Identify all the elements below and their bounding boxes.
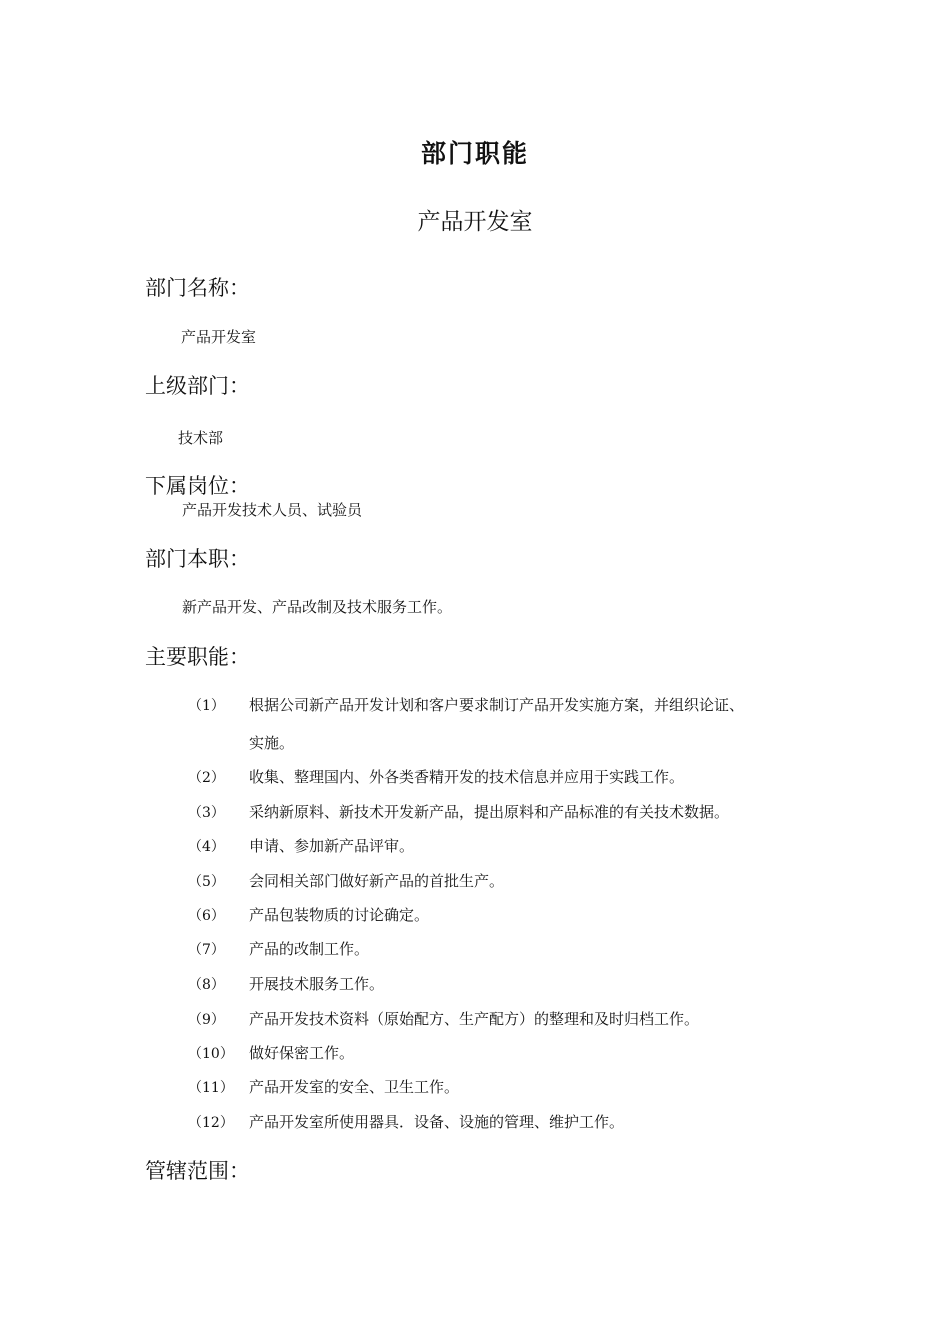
item-text: 根据公司新产品开发计划和客户要求制订产品开发实施方案，并组织论证、 [249, 696, 745, 714]
item-number: （5） [188, 874, 225, 890]
item-text: 产品开发室所使用器具．设备、设施的管理、维护工作。 [249, 1113, 625, 1131]
item-text: 开展技术服务工作。 [249, 975, 385, 993]
section-heading-subordinates: 下属岗位： [145, 474, 250, 498]
section-heading-functions: 主要职能： [145, 645, 250, 669]
item-text: 申请、参加新产品评审。 [249, 837, 415, 855]
item-number: （12） [188, 1115, 234, 1131]
item-text: 会同相关部门做好新产品的首批生产。 [249, 872, 505, 890]
duty-value: 新产品开发、产品改制及技术服务工作。 [182, 598, 453, 616]
section-heading-scope: 管辖范围： [145, 1159, 250, 1183]
item-number: （6） [188, 908, 225, 924]
item-text: 做好保密工作。 [249, 1044, 355, 1062]
dept-name-value: 产品开发室 [181, 328, 257, 346]
page-title: 部门职能 [420, 139, 529, 168]
item-number: （2） [188, 770, 225, 786]
item-number: （11） [188, 1080, 234, 1096]
item-text: 采纳新原料、新技术开发新产品，提出原料和产品标准的有关技术数据。 [249, 803, 730, 821]
item-number: （8） [188, 977, 225, 993]
item-text: 收集、整理国内、外各类香精开发的技术信息并应用于实践工作。 [249, 768, 685, 786]
section-heading-parent-dept: 上级部门： [145, 374, 250, 398]
item-text: 产品包装物质的讨论确定。 [249, 906, 430, 924]
item-number: （10） [188, 1046, 234, 1062]
item-text: 产品的改制工作。 [249, 940, 370, 958]
item-number: （9） [188, 1012, 225, 1028]
subordinates-value: 产品开发技术人员、试验员 [182, 501, 363, 519]
item-text-continuation: 实施。 [249, 734, 295, 752]
section-heading-dept-name: 部门名称： [145, 276, 250, 300]
item-number: （7） [188, 942, 225, 958]
item-number: （3） [188, 805, 225, 821]
section-heading-duty: 部门本职： [145, 547, 250, 571]
page-subtitle: 产品开发室 [417, 209, 533, 235]
item-text: 产品开发室的安全、卫生工作。 [249, 1078, 460, 1096]
parent-dept-value: 技术部 [178, 429, 224, 447]
item-number: （4） [188, 839, 225, 855]
item-number: （1） [188, 698, 225, 714]
item-text: 产品开发技术资料（原始配方、生产配方）的整理和及时归档工作。 [249, 1010, 700, 1028]
